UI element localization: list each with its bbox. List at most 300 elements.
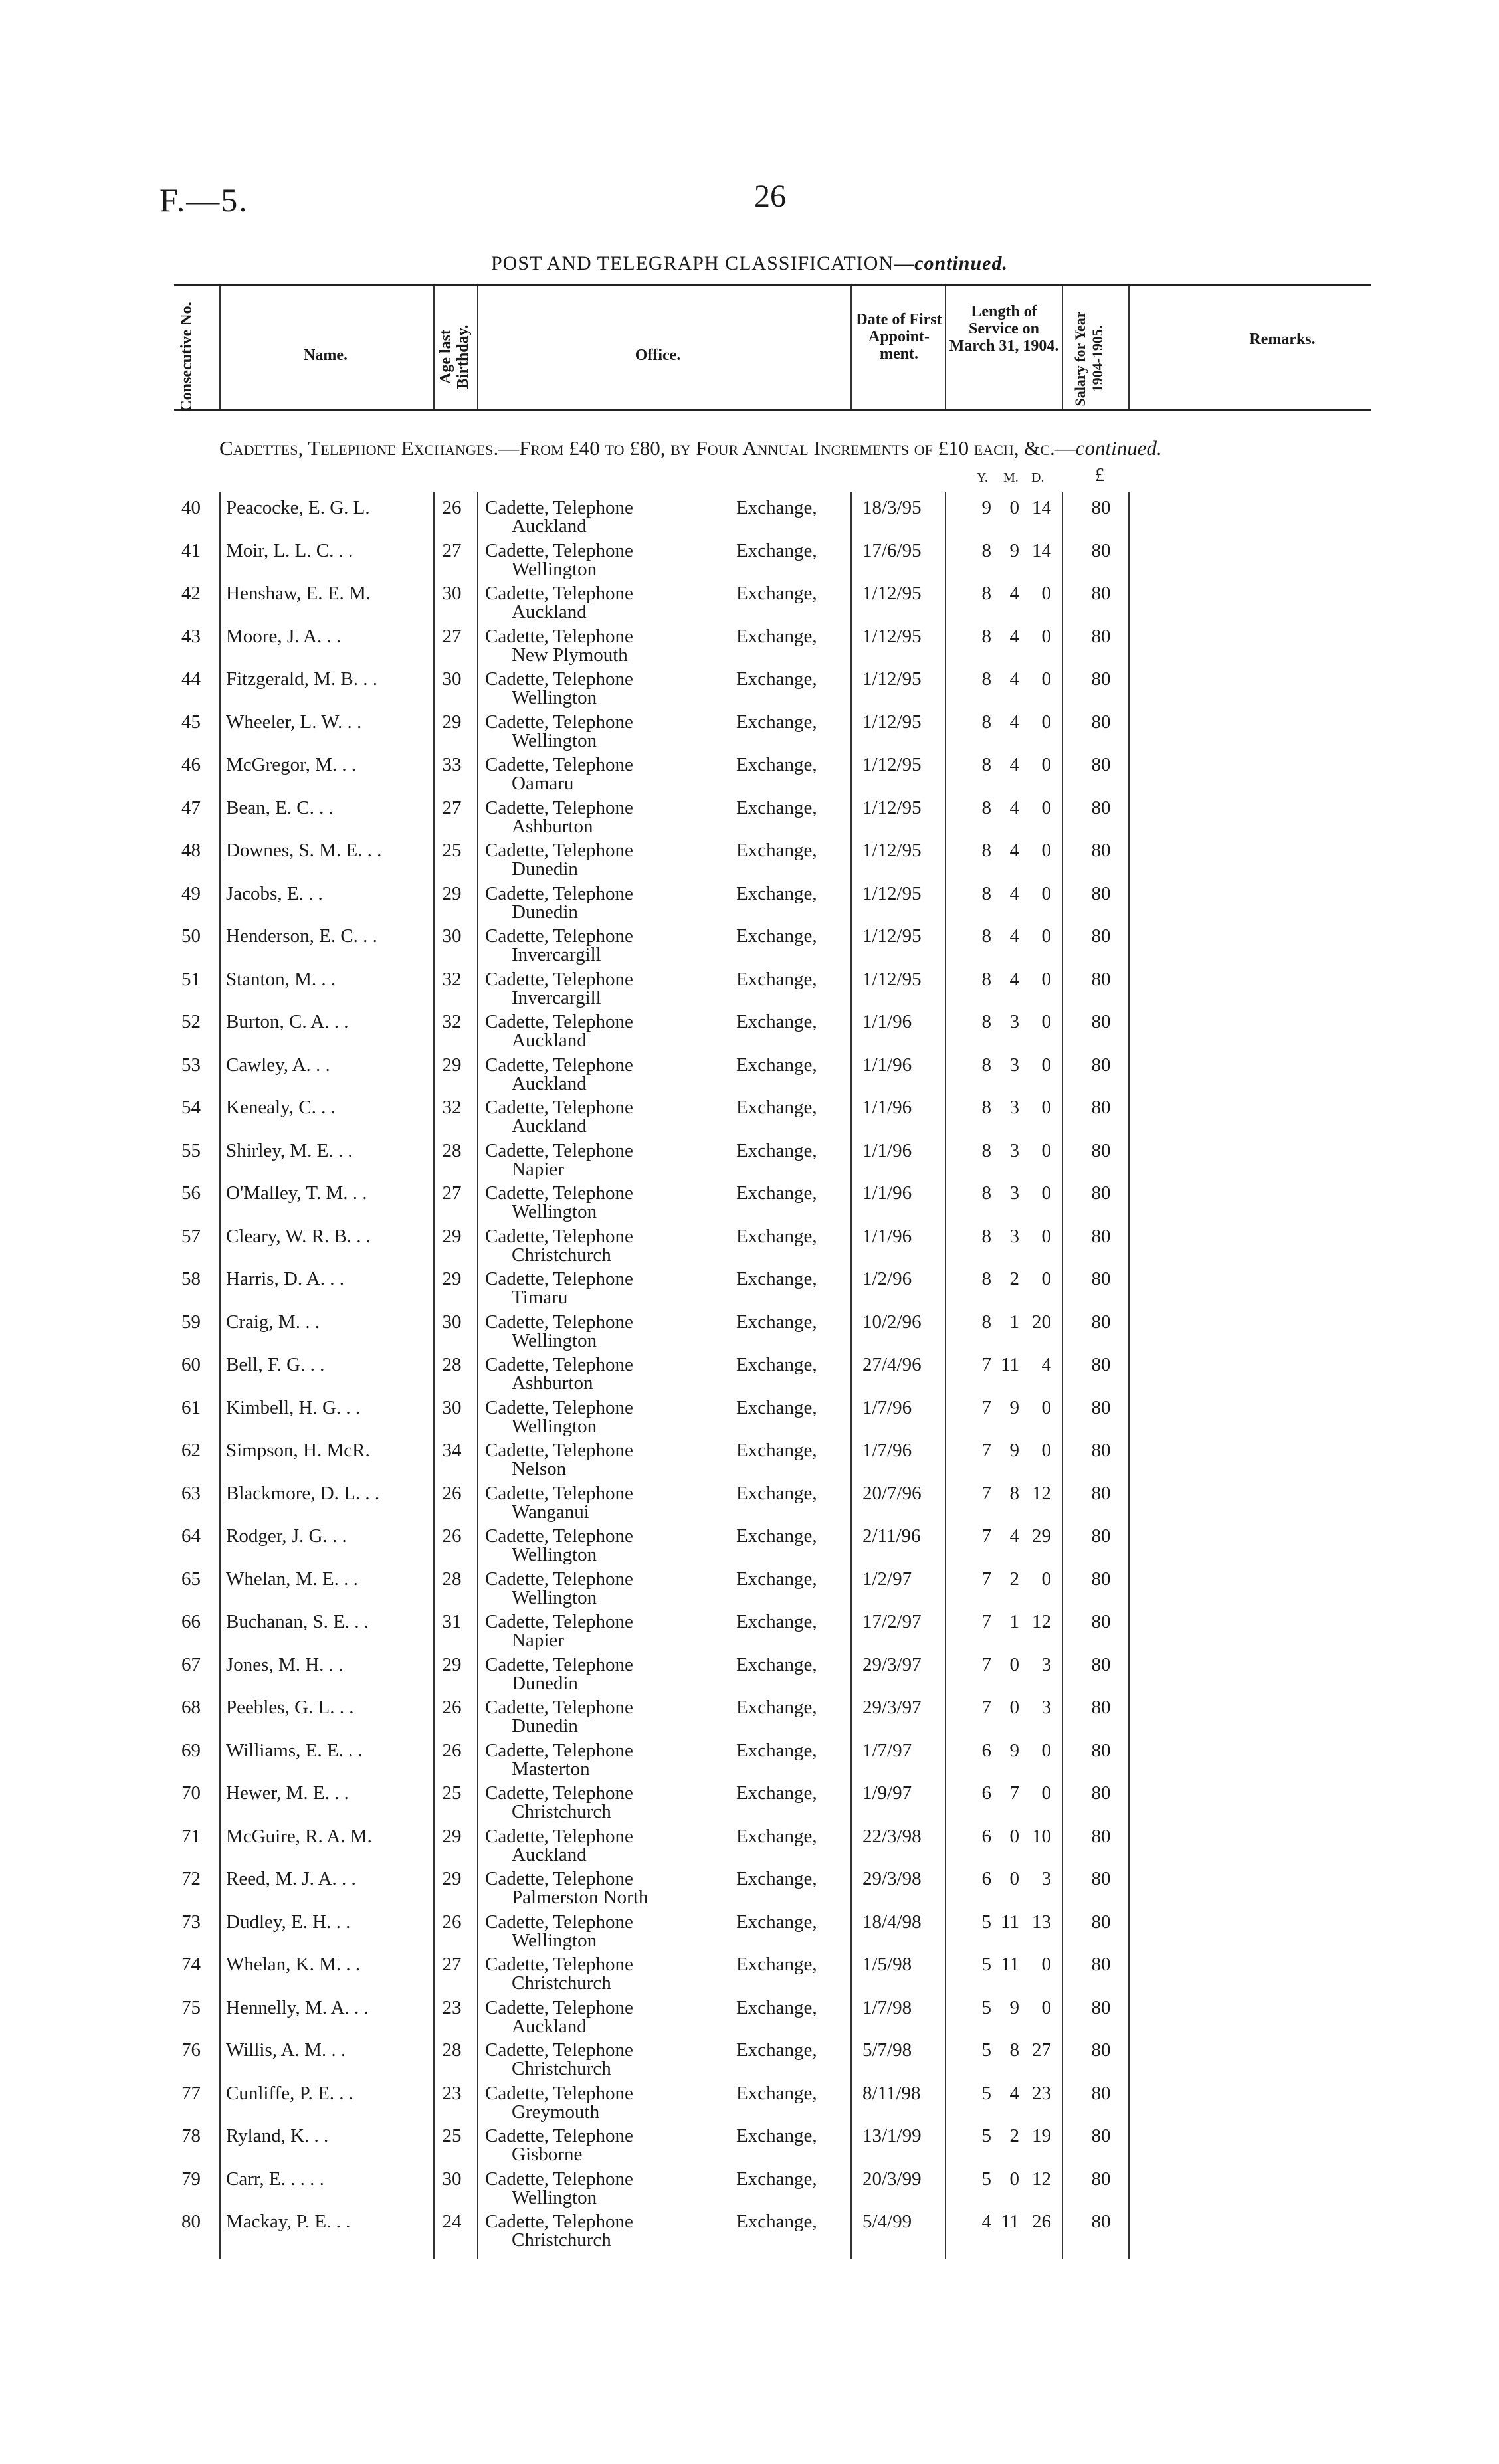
service-months: 8 — [1009, 2039, 1019, 2061]
salary: 80 — [1091, 583, 1111, 604]
appointment-date: 1/1/96 — [862, 1225, 912, 1247]
service-years: 8 — [981, 840, 991, 861]
service-months: 3 — [1009, 1054, 1019, 1076]
age: 26 — [442, 1697, 462, 1718]
age: 29 — [442, 1268, 462, 1289]
service-months: 3 — [1009, 1183, 1019, 1204]
office-title: Cadette, Telephone — [485, 1311, 633, 1333]
office-location: Greymouth — [512, 2101, 600, 2123]
row-number: 47 — [181, 797, 201, 818]
appointment-date: 1/7/96 — [862, 1440, 912, 1461]
office-exchange: Exchange, — [736, 1440, 817, 1461]
appointment-date: 1/12/95 — [862, 797, 922, 818]
months-label: M. — [1003, 470, 1019, 485]
appointment-date: 1/12/95 — [862, 925, 922, 947]
service-days: 0 — [1041, 1097, 1051, 1118]
office-exchange: Exchange, — [736, 497, 817, 518]
office-title: Cadette, Telephone — [485, 2125, 633, 2146]
service-days: 27 — [1032, 2039, 1051, 2061]
header-date-first: Date of First Appoint- ment. — [856, 311, 942, 363]
service-months: 4 — [1009, 840, 1019, 861]
row-number: 54 — [181, 1097, 201, 1118]
appointment-date: 1/1/96 — [862, 1183, 912, 1204]
office-title: Cadette, Telephone — [485, 625, 633, 647]
salary: 80 — [1091, 882, 1111, 904]
service-days: 0 — [1041, 1268, 1051, 1289]
row-number: 51 — [181, 968, 201, 990]
service-years: 5 — [981, 1954, 991, 1975]
appointment-date: 1/12/95 — [862, 882, 922, 904]
table-row — [0, 1564, 1499, 1607]
appointment-date: 1/12/95 — [862, 711, 922, 733]
staff-name: McGregor, M. . . — [226, 754, 357, 775]
office-exchange: Exchange, — [736, 1268, 817, 1289]
row-number: 45 — [181, 711, 201, 733]
staff-name: Blackmore, D. L. . . — [226, 1482, 380, 1504]
service-months: 4 — [1009, 925, 1019, 947]
appointment-date: 1/12/95 — [862, 625, 922, 647]
salary: 80 — [1091, 968, 1111, 990]
table-row — [0, 1264, 1499, 1307]
office-location: Dunedin — [512, 1715, 578, 1737]
service-years: 8 — [981, 1097, 991, 1118]
row-number: 78 — [181, 2125, 201, 2146]
section-heading-suffix: continued. — [1075, 436, 1162, 460]
service-years: 8 — [981, 754, 991, 775]
salary: 80 — [1091, 711, 1111, 733]
age: 31 — [442, 1611, 462, 1632]
salary: 80 — [1091, 1611, 1111, 1632]
salary: 80 — [1091, 1440, 1111, 1461]
office-title: Cadette, Telephone — [485, 1482, 633, 1504]
age: 29 — [442, 1054, 462, 1076]
service-days: 0 — [1041, 1739, 1051, 1761]
service-days: 0 — [1041, 1139, 1051, 1161]
service-days: 0 — [1041, 1782, 1051, 1804]
table-row — [0, 1864, 1499, 1907]
office-title: Cadette, Telephone — [485, 497, 633, 518]
service-years: 7 — [981, 1482, 991, 1504]
service-months: 0 — [1009, 1697, 1019, 1718]
appointment-date: 10/2/96 — [862, 1311, 922, 1333]
header-age: Age last Birthday. — [437, 324, 472, 389]
service-years: 7 — [981, 1697, 991, 1718]
office-location: Auckland — [512, 516, 587, 537]
office-title: Cadette, Telephone — [485, 539, 633, 561]
office-location: Timaru — [512, 1287, 568, 1308]
office-location: Christchurch — [512, 2058, 611, 2079]
office-location: Christchurch — [512, 1972, 611, 1994]
age: 26 — [442, 1911, 462, 1933]
staff-name: Willis, A. M. . . — [226, 2039, 346, 2061]
service-years: 5 — [981, 2082, 991, 2104]
age: 25 — [442, 2125, 462, 2146]
office-location: Dunedin — [512, 858, 578, 880]
office-exchange: Exchange, — [736, 925, 817, 947]
office-title: Cadette, Telephone — [485, 2211, 633, 2232]
office-title: Cadette, Telephone — [485, 1782, 633, 1804]
appointment-date: 29/3/97 — [862, 1697, 922, 1718]
office-location: Nelson — [512, 1458, 567, 1479]
office-exchange: Exchange, — [736, 1354, 817, 1375]
service-months: 0 — [1009, 1868, 1019, 1889]
page-number: 26 — [754, 179, 786, 214]
salary: 80 — [1091, 625, 1111, 647]
office-exchange: Exchange, — [736, 1697, 817, 1718]
appointment-date: 8/11/98 — [862, 2082, 921, 2104]
service-days: 0 — [1041, 1568, 1051, 1590]
table-row — [0, 921, 1499, 964]
office-exchange: Exchange, — [736, 1525, 817, 1547]
row-number: 80 — [181, 2211, 201, 2232]
office-title: Cadette, Telephone — [485, 1654, 633, 1675]
table-row — [0, 1607, 1499, 1650]
age: 27 — [442, 797, 462, 818]
appointment-date: 1/12/95 — [862, 840, 922, 861]
appointment-date: 1/1/96 — [862, 1011, 912, 1032]
service-years: 5 — [981, 1911, 991, 1933]
service-days: 0 — [1041, 968, 1051, 990]
office-exchange: Exchange, — [736, 1054, 817, 1076]
table-row — [0, 1822, 1499, 1864]
page-reference: F.—5. — [159, 181, 249, 219]
age: 26 — [442, 1525, 462, 1547]
appointment-date: 1/1/96 — [862, 1097, 912, 1118]
service-days: 13 — [1032, 1911, 1051, 1933]
service-years: 9 — [981, 497, 991, 518]
service-months: 11 — [1001, 1911, 1019, 1933]
appointment-date: 1/9/97 — [862, 1782, 912, 1804]
service-months: 9 — [1009, 1739, 1019, 1761]
salary: 80 — [1091, 1311, 1111, 1333]
service-months: 8 — [1009, 1482, 1019, 1504]
salary: 80 — [1091, 1268, 1111, 1289]
office-location: Christchurch — [512, 1801, 611, 1822]
salary: 80 — [1091, 1954, 1111, 1975]
age: 30 — [442, 668, 462, 690]
salary: 80 — [1091, 2082, 1111, 2104]
staff-name: Henshaw, E. E. M. — [226, 583, 371, 604]
salary: 80 — [1091, 668, 1111, 690]
office-title: Cadette, Telephone — [485, 1396, 633, 1418]
office-exchange: Exchange, — [736, 754, 817, 775]
office-location: Ashburton — [512, 1373, 593, 1394]
office-location: Wellington — [512, 1586, 597, 1608]
service-days: 0 — [1041, 668, 1051, 690]
age: 30 — [442, 583, 462, 604]
salary: 80 — [1091, 1739, 1111, 1761]
staff-name: Williams, E. E. . . — [226, 1739, 363, 1761]
age: 28 — [442, 1354, 462, 1375]
salary: 80 — [1091, 1139, 1111, 1161]
appointment-date: 17/6/95 — [862, 539, 922, 561]
office-title: Cadette, Telephone — [485, 1097, 633, 1118]
service-months: 0 — [1009, 2168, 1019, 2190]
salary: 80 — [1091, 1011, 1111, 1032]
appointment-date: 17/2/97 — [862, 1611, 922, 1632]
office-title: Cadette, Telephone — [485, 882, 633, 904]
office-title: Cadette, Telephone — [485, 1525, 633, 1547]
age: 24 — [442, 2211, 462, 2232]
office-exchange: Exchange, — [736, 1954, 817, 1975]
office-exchange: Exchange, — [736, 1611, 817, 1632]
row-number: 48 — [181, 840, 201, 861]
staff-name: Cleary, W. R. B. . . — [226, 1225, 371, 1247]
service-days: 3 — [1041, 1868, 1051, 1889]
appointment-date: 1/2/96 — [862, 1268, 912, 1289]
office-exchange: Exchange, — [736, 711, 817, 733]
staff-name: McGuire, R. A. M. — [226, 1825, 372, 1847]
service-years: 8 — [981, 925, 991, 947]
office-exchange: Exchange, — [736, 2082, 817, 2104]
age: 29 — [442, 1825, 462, 1847]
age: 28 — [442, 2039, 462, 2061]
appointment-date: 1/12/95 — [862, 754, 922, 775]
office-title: Cadette, Telephone — [485, 711, 633, 733]
appointment-date: 1/12/95 — [862, 668, 922, 690]
row-number: 64 — [181, 1525, 201, 1547]
office-exchange: Exchange, — [736, 583, 817, 604]
age: 23 — [442, 1996, 462, 2018]
header-name: Name. — [304, 347, 348, 364]
salary: 80 — [1091, 1568, 1111, 1590]
service-years: 7 — [981, 1525, 991, 1547]
table-row — [0, 1950, 1499, 1992]
row-number: 42 — [181, 583, 201, 604]
table-row — [0, 493, 1499, 535]
table-row — [0, 536, 1499, 579]
service-years: 8 — [981, 1311, 991, 1333]
service-months: 4 — [1009, 1525, 1019, 1547]
table-row — [0, 1650, 1499, 1693]
age: 29 — [442, 1225, 462, 1247]
office-exchange: Exchange, — [736, 1311, 817, 1333]
office-exchange: Exchange, — [736, 2039, 817, 2061]
office-title: Cadette, Telephone — [485, 2168, 633, 2190]
service-months: 1 — [1009, 1611, 1019, 1632]
service-days: 29 — [1032, 1525, 1051, 1547]
service-months: 2 — [1009, 1268, 1019, 1289]
office-exchange: Exchange, — [736, 1782, 817, 1804]
age: 29 — [442, 882, 462, 904]
office-title: Cadette, Telephone — [485, 1225, 633, 1247]
staff-name: Henderson, E. C. . . — [226, 925, 377, 947]
office-location: Masterton — [512, 1758, 590, 1780]
office-location: Napier — [512, 1158, 564, 1180]
staff-name: Downes, S. M. E. . . — [226, 840, 382, 861]
staff-name: Jones, M. H. . . — [226, 1654, 344, 1675]
service-months: 3 — [1009, 1097, 1019, 1118]
row-number: 55 — [181, 1139, 201, 1161]
row-number: 65 — [181, 1568, 201, 1590]
row-number: 56 — [181, 1183, 201, 1204]
row-number: 59 — [181, 1311, 201, 1333]
service-months: 2 — [1009, 2125, 1019, 2146]
service-days: 20 — [1032, 1311, 1051, 1333]
age: 32 — [442, 968, 462, 990]
service-days: 0 — [1041, 1440, 1051, 1461]
office-exchange: Exchange, — [736, 1183, 817, 1204]
staff-name: Mackay, P. E. . . — [226, 2211, 351, 2232]
office-title: Cadette, Telephone — [485, 2039, 633, 2061]
service-years: 6 — [981, 1868, 991, 1889]
service-years: 8 — [981, 1268, 991, 1289]
office-location: Wellington — [512, 1329, 597, 1351]
age: 29 — [442, 1868, 462, 1889]
office-location: Wellington — [512, 729, 597, 751]
row-number: 74 — [181, 1954, 201, 1975]
salary: 80 — [1091, 497, 1111, 518]
service-months: 4 — [1009, 968, 1019, 990]
age: 25 — [442, 1782, 462, 1804]
staff-name: Craig, M. . . — [226, 1311, 320, 1333]
header-salary: Salary for Year 1904-1905. — [1072, 311, 1106, 407]
header-consecutive-no: Consecutive No. — [178, 302, 195, 412]
table-row — [0, 664, 1499, 707]
service-years: 8 — [981, 797, 991, 818]
table-row — [0, 2121, 1499, 2164]
office-title: Cadette, Telephone — [485, 1611, 633, 1632]
row-number: 41 — [181, 539, 201, 561]
table-row — [0, 708, 1499, 750]
service-days: 14 — [1032, 497, 1051, 518]
office-exchange: Exchange, — [736, 1097, 817, 1118]
row-number: 70 — [181, 1782, 201, 1804]
service-days: 0 — [1041, 1183, 1051, 1204]
office-title: Cadette, Telephone — [485, 1354, 633, 1375]
salary: 80 — [1091, 754, 1111, 775]
age: 32 — [442, 1097, 462, 1118]
table-row — [0, 2207, 1499, 2249]
office-exchange: Exchange, — [736, 1396, 817, 1418]
row-number: 63 — [181, 1482, 201, 1504]
header-length-service: Length of Service on March 31, 1904. — [949, 303, 1059, 355]
office-location: Invercargill — [512, 987, 601, 1008]
office-location: Invercargill — [512, 944, 601, 965]
staff-name: Buchanan, S. E. . . — [226, 1611, 369, 1632]
age: 27 — [442, 1954, 462, 1975]
header-remarks: Remarks. — [1249, 331, 1316, 348]
office-title: Cadette, Telephone — [485, 2082, 633, 2104]
salary: 80 — [1091, 925, 1111, 947]
office-title: Cadette, Telephone — [485, 925, 633, 947]
service-years: 7 — [981, 1396, 991, 1418]
table-row — [0, 579, 1499, 621]
salary: 80 — [1091, 1482, 1111, 1504]
salary: 80 — [1091, 1868, 1111, 1889]
staff-name: Moore, J. A. . . — [226, 625, 342, 647]
table-row — [0, 2079, 1499, 2121]
service-months: 0 — [1009, 1654, 1019, 1675]
service-years: 7 — [981, 1568, 991, 1590]
salary: 80 — [1091, 1654, 1111, 1675]
office-exchange: Exchange, — [736, 2125, 817, 2146]
service-days: 23 — [1032, 2082, 1051, 2104]
service-years: 5 — [981, 2168, 991, 2190]
salary: 80 — [1091, 1225, 1111, 1247]
row-number: 61 — [181, 1396, 201, 1418]
appointment-date: 1/5/98 — [862, 1954, 912, 1975]
office-title: Cadette, Telephone — [485, 1139, 633, 1161]
row-number: 43 — [181, 625, 201, 647]
staff-name: Hennelly, M. A. . . — [226, 1996, 369, 2018]
office-location: Auckland — [512, 1115, 587, 1137]
staff-name: O'Malley, T. M. . . — [226, 1183, 367, 1204]
office-title: Cadette, Telephone — [485, 1568, 633, 1590]
office-title: Cadette, Telephone — [485, 1954, 633, 1975]
service-days: 0 — [1041, 583, 1051, 604]
salary: 80 — [1091, 1911, 1111, 1933]
table-row — [0, 1007, 1499, 1050]
staff-name: Shirley, M. E. . . — [226, 1139, 353, 1161]
row-number: 58 — [181, 1268, 201, 1289]
service-days: 3 — [1041, 1654, 1051, 1675]
age: 32 — [442, 1011, 462, 1032]
staff-name: Reed, M. J. A. . . — [226, 1868, 356, 1889]
service-days: 0 — [1041, 754, 1051, 775]
appointment-date: 1/12/95 — [862, 968, 922, 990]
table-row — [0, 1050, 1499, 1093]
salary: 80 — [1091, 2211, 1111, 2232]
row-number: 50 — [181, 925, 201, 947]
service-days: 0 — [1041, 1996, 1051, 2018]
office-title: Cadette, Telephone — [485, 1868, 633, 1889]
service-months: 4 — [1009, 668, 1019, 690]
service-years: 8 — [981, 1011, 991, 1032]
service-years: 6 — [981, 1739, 991, 1761]
office-location: Napier — [512, 1630, 564, 1651]
service-months: 0 — [1009, 1825, 1019, 1847]
staff-name: Whelan, M. E. . . — [226, 1568, 358, 1590]
staff-name: Peacocke, E. G. L. — [226, 497, 370, 518]
staff-name: Carr, E. . . . . — [226, 2168, 324, 2190]
appointment-date: 5/4/99 — [862, 2211, 912, 2232]
row-number: 73 — [181, 1911, 201, 1933]
service-days: 3 — [1041, 1697, 1051, 1718]
table-row — [0, 2036, 1499, 2078]
service-months: 3 — [1009, 1011, 1019, 1032]
salary: 80 — [1091, 1782, 1111, 1804]
office-exchange: Exchange, — [736, 1739, 817, 1761]
table-row — [0, 1179, 1499, 1221]
table-row — [0, 1350, 1499, 1392]
service-years: 8 — [981, 711, 991, 733]
office-title: Cadette, Telephone — [485, 1996, 633, 2018]
office-exchange: Exchange, — [736, 1996, 817, 2018]
staff-name: Whelan, K. M. . . — [226, 1954, 361, 1975]
office-location: Auckland — [512, 2015, 587, 2037]
service-days: 12 — [1032, 1611, 1051, 1632]
service-years: 7 — [981, 1654, 991, 1675]
appointment-date: 27/4/96 — [862, 1354, 922, 1375]
service-months: 4 — [1009, 754, 1019, 775]
table-row — [0, 879, 1499, 921]
service-years: 8 — [981, 1054, 991, 1076]
service-years: 8 — [981, 668, 991, 690]
age: 30 — [442, 925, 462, 947]
appointment-date: 5/7/98 — [862, 2039, 912, 2061]
salary: 80 — [1091, 1097, 1111, 1118]
salary: 80 — [1091, 539, 1111, 561]
service-years: 8 — [981, 1139, 991, 1161]
age: 28 — [442, 1568, 462, 1590]
office-exchange: Exchange, — [736, 1868, 817, 1889]
service-years: 6 — [981, 1825, 991, 1847]
office-exchange: Exchange, — [736, 1225, 817, 1247]
row-number: 69 — [181, 1739, 201, 1761]
office-location: Wellington — [512, 1201, 597, 1222]
salary: 80 — [1091, 2125, 1111, 2146]
